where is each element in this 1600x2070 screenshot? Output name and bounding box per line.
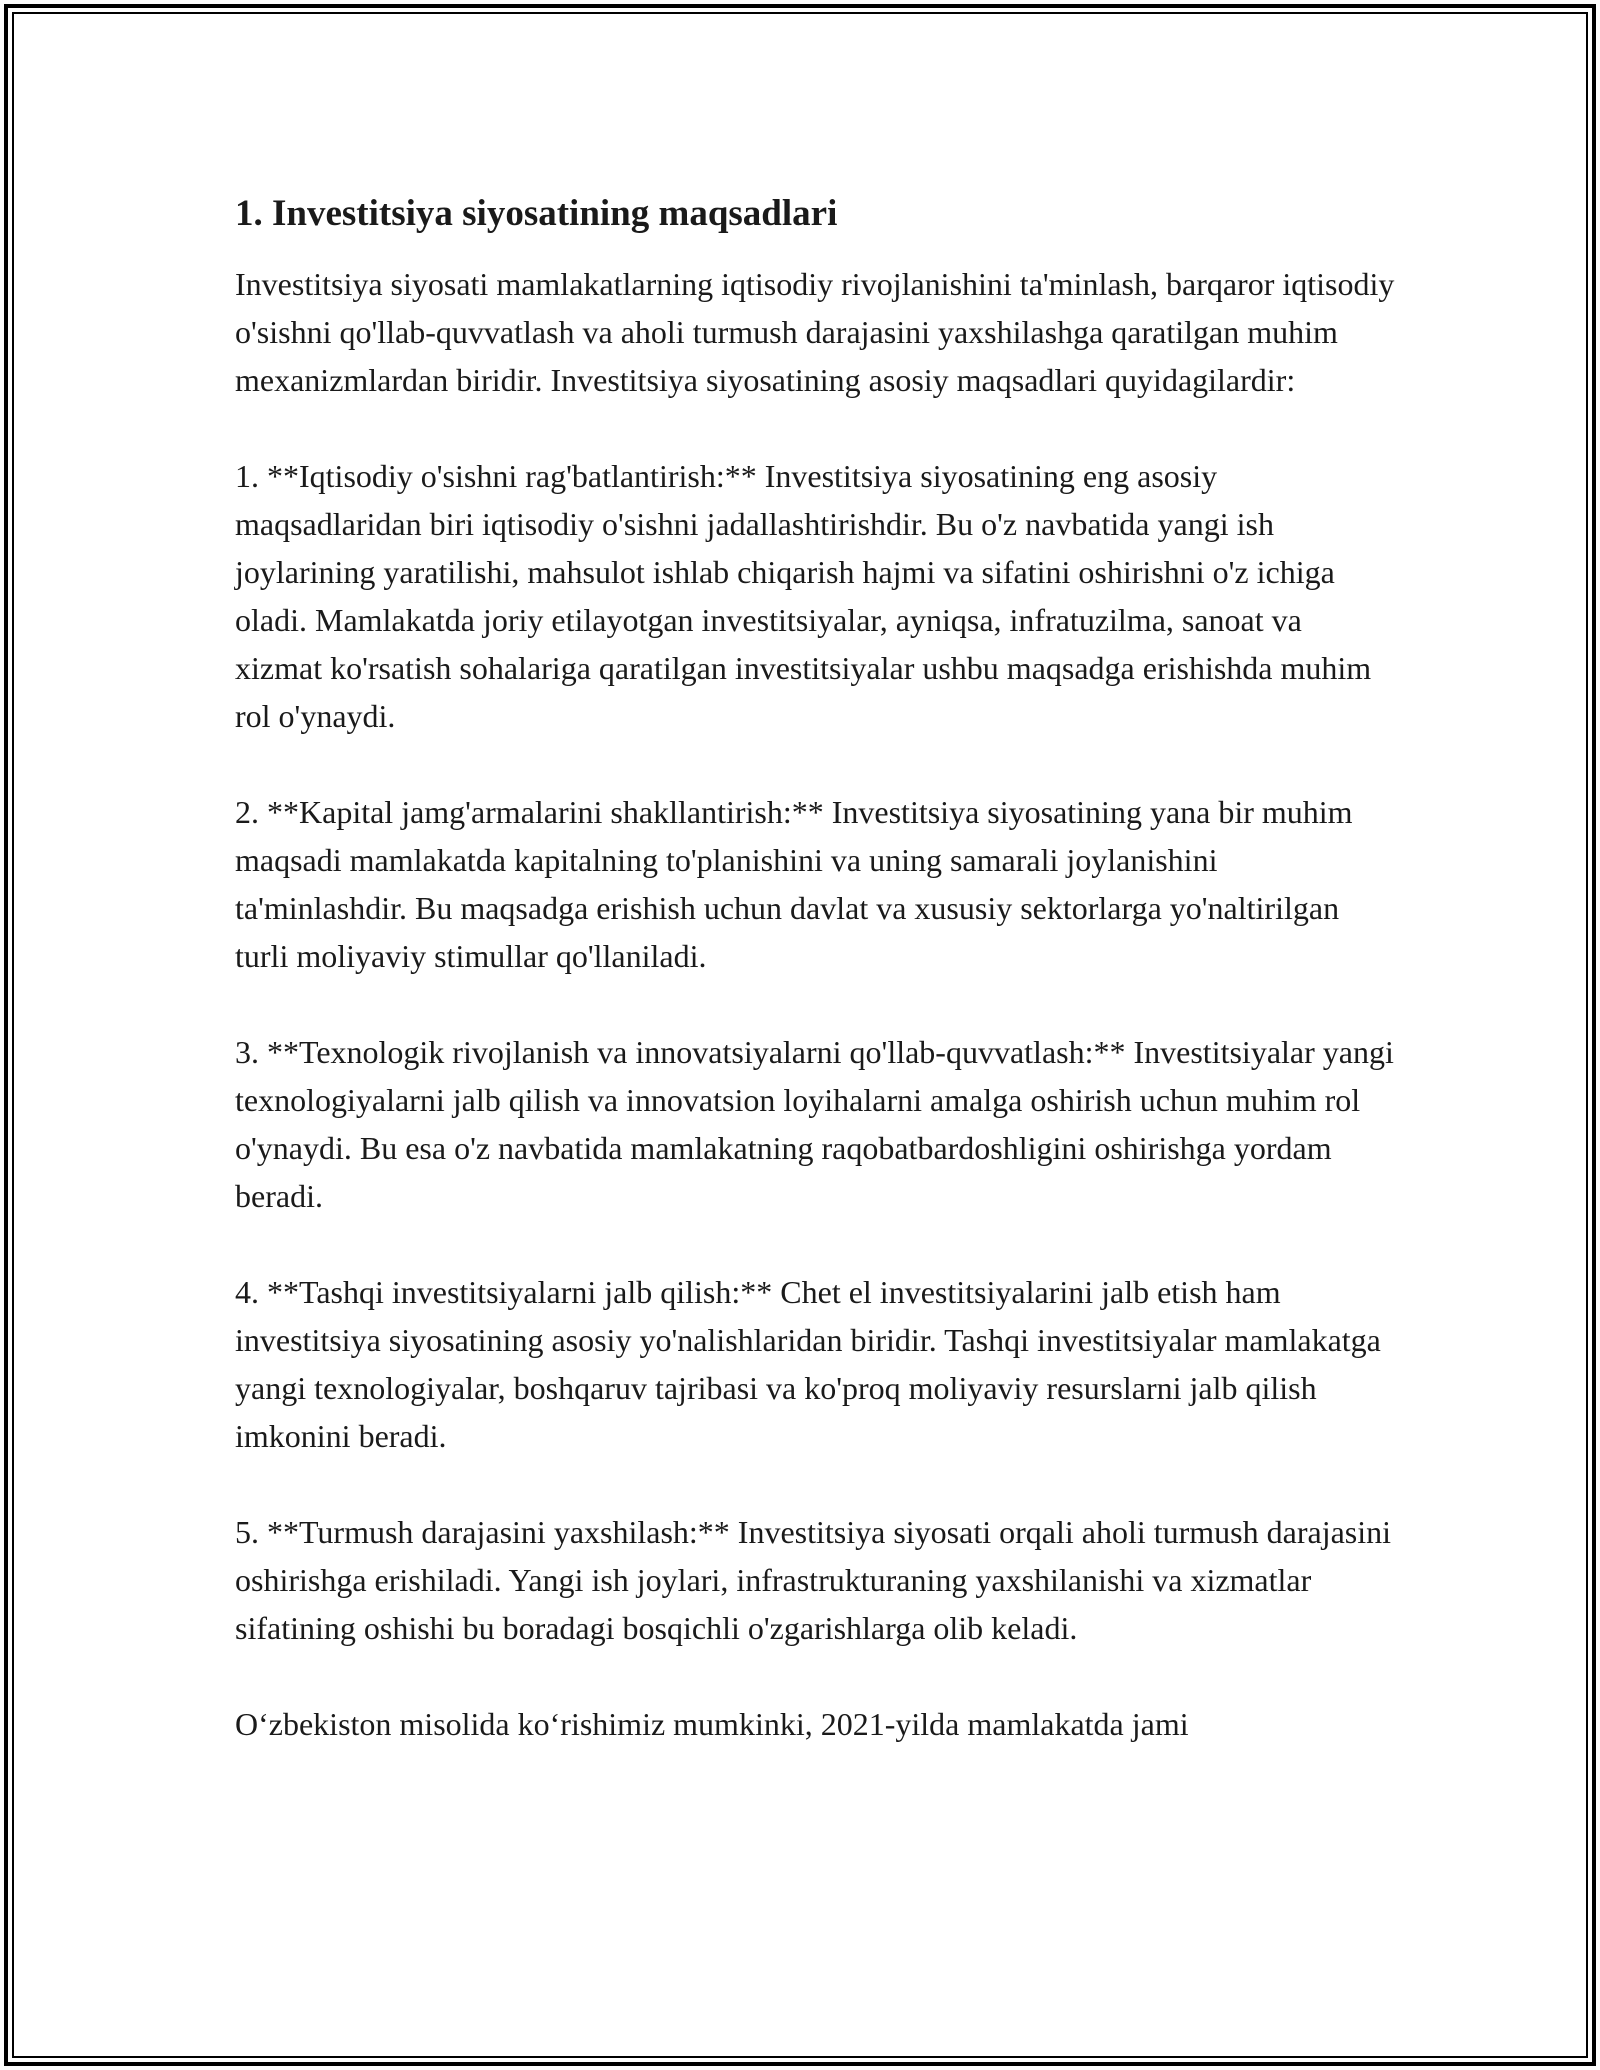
list-item-3: 3. **Texnologik rivojlanish va innovatsiyalarni qo'llab-quvvatlash:** Investitsiyalar yangi texnologiyalarni jalb qilish va innovatsion loyihalarni amalga oshirish uchun muhim rol o'ynaydi. Bu esa o'z navbatida mamlakatning raqobatbardoshligini oshirishga yordam beradi. xyxy=(235,1034,1394,1214)
list-item-2: 2. **Kapital jamg'armalarini shakllantirish:** Investitsiya siyosatining yana bir muhim maqsadi mamlakatda kapitalning to'planishini va uning samarali joylanishini ta'minlashdir. Bu maqsadga erishish uchun davlat va xususiy sektorlarga yo'naltirilgan turli moliyaviy stimullar qo'llaniladi. xyxy=(235,794,1353,974)
list-item-1: 1. **Iqtisodiy o'sishni rag'batlantirish:** Investitsiya siyosatining eng asosiy maqsadlaridan biri iqtisodiy o'sishni jadallashtirishdir. Bu o'z navbatida yangi ish joylarining yaratilishi, mahsulot ishlab chiqarish hajmi va sifatini oshirishni o'z ichiga oladi. Mamlakatda joriy etilayotgan investitsiyalar, ayniqsa, infratuzilma, sanoat va xizmat ko'rsatish sohalariga qaratilgan investitsiyalar ushbu maqsadga erishishda muhim rol o'ynaydi. xyxy=(235,458,1372,734)
list-item-5: 5. **Turmush darajasini yaxshilash:** Investitsiya siyosati orqali aholi turmush darajasini oshirishga erishiladi. Yangi ish joylari, infrastrukturaning yaxshilanishi va xizmatlar sifatining oshishi bu boradagi bosqichli o'zgarishlarga olib keladi. xyxy=(235,1514,1392,1646)
list-item-4: 4. **Tashqi investitsiyalarni jalb qilish:** Chet el investitsiyalarini jalb etish ham investitsiya siyosatining asosiy yo'nalishlaridan biridir. Tashqi investitsiyalar mamlakatga yangi texnologiyalar, boshqaruv tajribasi va ko'proq moliyaviy resurslarni jalb qilish imkonini beradi. xyxy=(235,1274,1381,1454)
intro-paragraph: Investitsiya siyosati mamlakatlarning iqtisodiy rivojlanishini ta'minlash, barqaror iqtisodiy o'sishni qo'llab-quvvatlash va aholi turmush darajasini yaxshilashga qaratilgan muhim mexanizmlardan biridir. Investitsiya siyosatining asosiy maqsadlari quyidagilardir: xyxy=(235,266,1395,398)
closing-paragraph: O‘zbekiston misolida ko‘rishimiz mumkinki, 2021-yilda mamlakatda jami xyxy=(235,1706,1189,1742)
section-heading: 1. Investitsiya siyosatining maqsadlari xyxy=(235,193,838,234)
document-body xyxy=(235,190,1395,1796)
